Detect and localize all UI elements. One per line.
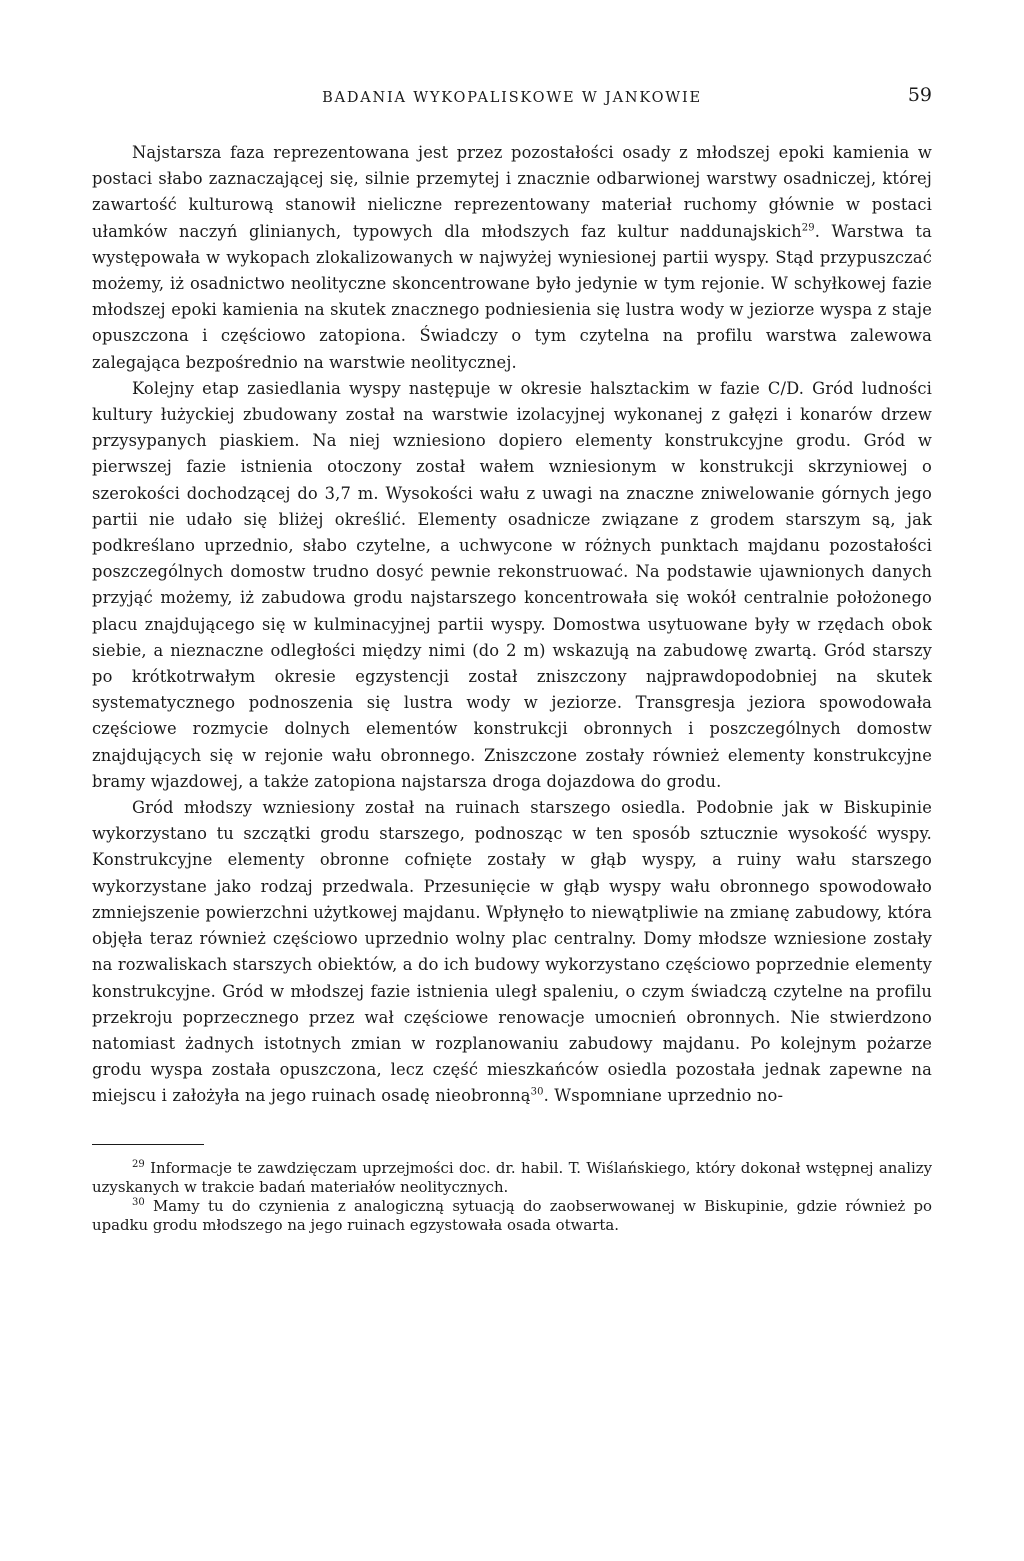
- footnote-marker: 30: [132, 1197, 145, 1209]
- footnote-marker: 29: [132, 1158, 145, 1170]
- footnote-reference-30: 30: [530, 1086, 544, 1098]
- footnote-29: [92, 1159, 932, 1198]
- paragraph-text: Najstarsza faza reprezentowana jest przez pozostałości osady z młodszej epoki kamienia w postaci słabo zaznaczającej się, silnie przemytej i znacznie odbarwionej warstwy osadniczej, której zawartość kulturową stanowił nieliczne reprezentowany materiał ruchomy głównie w postaci ułamków naczyń glinianych, typowych dla młodszych faz kultur naddunajskich: [92, 143, 932, 241]
- paragraph-text: . Wspomniane uprzednio no-: [543, 1086, 784, 1106]
- paragraph-text: Kolejny etap zasiedlania wyspy następuje w okresie halsztackim w fazie C/D. Gród ludności kultury łużyckiej zbudowany został na warstwie izolacyjnej wykonanej z gałęzi i konarów drzew przysypanych piaskiem. Na niej wzniesiono dopiero elementy konstrukcyjne grodu. Gród w pierwszej fazie istnienia otoczony został wałem wzniesionym w konstrukcji skrzyniowej o szerokości dochodzącej do 3,7 m. Wysokości wału z uwagi na znaczne zniwelowanie górnych jego partii nie udało się bliżej określić. Elementy osadnicze związane z grodem starszym są, jak podkreślano uprzednio, słabo czytelne, a uchwycone w różnych punktach majdanu pozostałości poszczególnych domostw trudno dosyć pewnie rekonstruować. Na podstawie ujawnionych danych przyjąć możemy, iż zabudowa grodu najstarszego koncentrowała się wokół centralnie położonego placu znajdującego się w kulminacyjnej partii wyspy. Domostwa usytuowane były w rzędach obok siebie, a nieznaczne odległości między nimi (do 2 m) wskazują na zabudowę zwartą. Gród starszy po krótkotrwałym okresie egzystencji został zniszczony najprawdopodobniej na skutek systematycznego podnoszenia się lustra wody w jeziorze. Transgresja jeziora spowodowała częściowe rozmycie dolnych elementów konstrukcji obronnych i poszczególnych domostw znajdujących się w rejonie wału obronnego. Zniszczone zostały również elementy konstrukcyjne bramy wjazdowej, a także zatopiona najstarsza droga dojazdowa do grodu.: [92, 378, 932, 791]
- paragraph-hallstatt: [92, 376, 932, 795]
- running-title: BADANIA WYKOPALISKOWE W JANKOWIE: [322, 90, 702, 106]
- paragraph-text: Gród młodszy wzniesiony został na ruinach starszego osiedla. Podobnie jak w Biskupinie wykorzystano tu szczątki grodu starszego, podnosząc w ten sposób sztucznie wysokość wyspy. Konstrukcyjne elementy obronne cofnięte zostały w głąb wyspy, a ruiny wału starszego wykorzystane jako rodzaj przedwala. Przesunięcie w głąb wyspy wału obronnego spowodowało zmniejszenie powierzchni użytkowej majdanu. Wpłynęło to niewątpliwie na zmianę zabudowy, która objęła teraz również częściowo uprzednio wolny plac centralny. Domy młodsze wzniesione zostały na rozwaliskach starszych obiektów, a do ich budowy wykorzystano częściowo poprzednie elementy konstrukcyjne. Gród w młodszej fazie istnienia uległ spaleniu, o czym świadczą czytelne na profilu przekroju poprzecznego przez wał częściowe renowacje umocnień obronnych. Nie stwierdzono natomiast żadnych istotnych zmian w rozplanowaniu zabudowy majdanu. Po kolejnym pożarze grodu wyspa została opuszczona, lecz część mieszkańców osiedla pozostała jednak zapewne na miejscu i założyła na jego ruinach osadę nieobronną: [92, 798, 932, 1106]
- footnote-30: [92, 1197, 932, 1236]
- paragraph-text: . Warstwa ta występowała w wykopach zlokalizowanych w najwyżej wyniesionej partii wyspy. Stąd przypuszczać możemy, iż osadnictwo neolityczne skoncentrowane było jedynie w tym rejonie. W schyłkowej fazie młodszej epoki kamienia na skutek znacznego podniesienia się lustra wody w jeziorze wyspa z staje opuszczona i częściowo zatopiona. Świadczy o tym czytelna na profilu warstwa zalewowa zalegająca bezpośrednio na warstwie neolitycznej.: [92, 221, 932, 372]
- footnotes: [92, 1159, 932, 1236]
- paragraph-neolithic: [92, 140, 932, 376]
- running-header: [92, 84, 932, 120]
- document-page: [92, 84, 932, 1236]
- footnote-text: Informacje te zawdzięczam uprzejmości doc. dr. habil. T. Wiślańskiego, który dokonał wstępnej analizy uzyskanych w trakcie badań materiałów neolitycznych.: [92, 1158, 933, 1196]
- paragraph-younger-stronghold: [92, 795, 932, 1109]
- body-text: [92, 140, 932, 1110]
- page-number: 59: [907, 84, 932, 106]
- footnote-separator: [92, 1144, 204, 1145]
- footnote-reference-29: 29: [801, 222, 815, 234]
- footnote-text: Mamy tu do czynienia z analogiczną sytuacją do zaobserwowanej w Biskupinie, gdzie również po upadku grodu młodszego na jego ruinach egzystowała osada otwarta.: [92, 1197, 933, 1235]
